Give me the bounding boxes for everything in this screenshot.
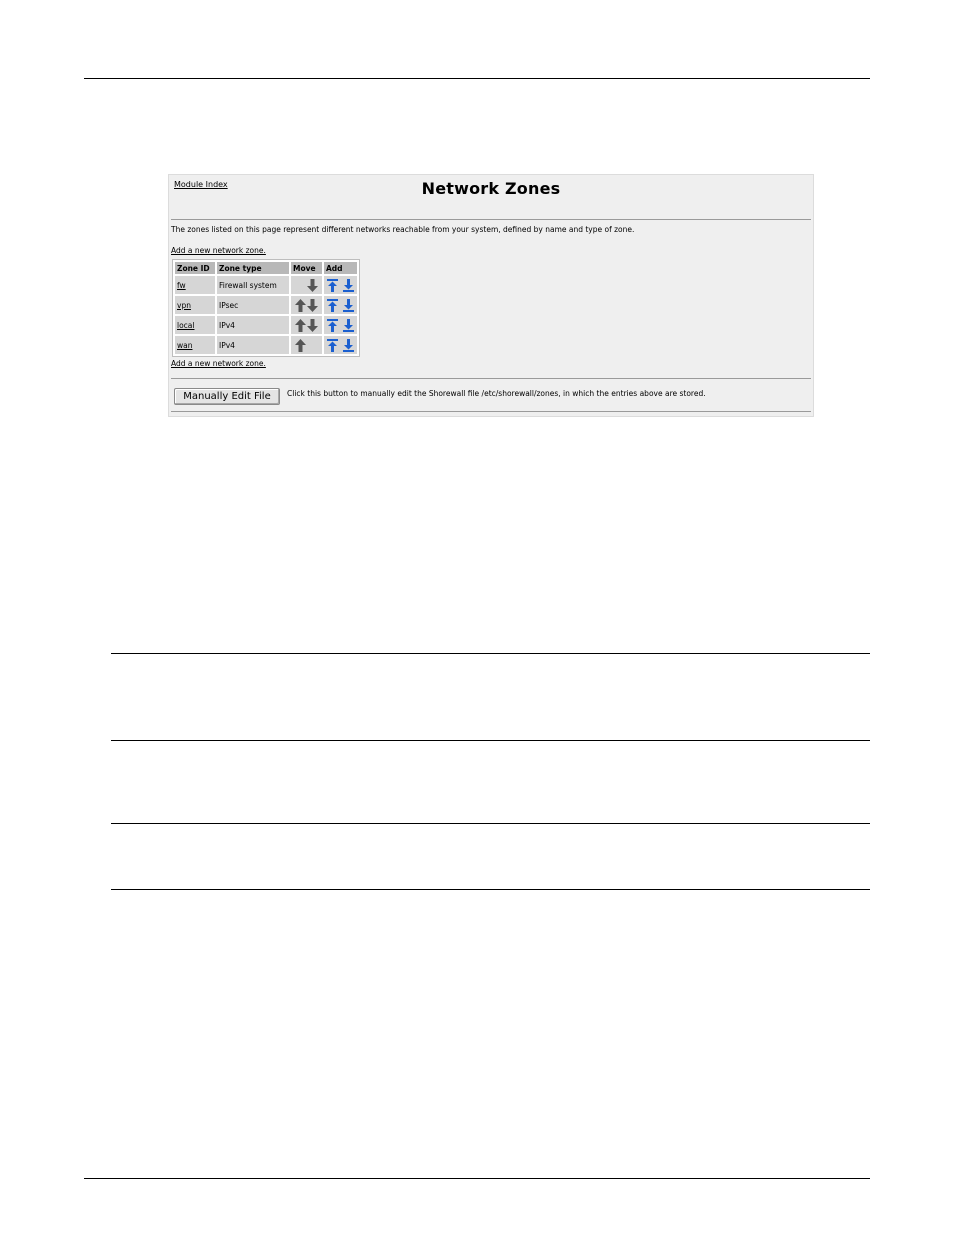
col-zone-type: Zone type [217,262,289,274]
zone-id-cell [175,316,215,334]
zone-id-cell [175,276,215,294]
section-rule-3 [111,823,870,824]
add-cell [324,336,357,354]
section-rule-1 [111,653,870,654]
empty-slot [295,279,306,292]
col-add: Add [324,262,357,274]
zone-type-cell: IPsec [217,296,289,314]
button-divider-bottom [171,411,811,412]
add-below-icon[interactable] [343,279,354,292]
zones-table [172,259,360,357]
section-rule-4 [111,889,870,890]
manual-edit-description: Click this button to manually edit the Shorewall file /etc/shorewall/zones, in which the entries above are stored. [287,389,706,398]
arrow-down-icon[interactable] [307,299,318,312]
footer-rule [84,1178,870,1179]
move-cell [291,296,322,314]
zone-id-link[interactable]: vpn [177,300,191,310]
page-title: Network Zones [421,179,561,198]
arrow-up-icon[interactable] [295,339,306,352]
move-cell [291,276,322,294]
arrow-up-icon[interactable] [295,299,306,312]
add-cell [324,316,357,334]
table-row [175,316,357,334]
table-row [175,296,357,314]
add-above-icon[interactable] [327,299,338,312]
add-cell [324,296,357,314]
zone-type-cell: IPv4 [217,316,289,334]
add-above-icon[interactable] [327,279,338,292]
empty-slot [307,339,318,352]
arrow-down-icon[interactable] [307,279,318,292]
col-move: Move [291,262,322,274]
button-divider-top [171,378,811,379]
add-below-icon[interactable] [343,339,354,352]
zone-id-link[interactable]: local [177,320,195,330]
arrow-down-icon[interactable] [307,319,318,332]
zone-id-cell [175,296,215,314]
zones-description: The zones listed on this page represent different networks reachable from your system, defined by name and type of zone. [171,225,635,234]
add-cell [324,276,357,294]
section-rule-2 [111,740,870,741]
network-zones-screenshot [168,174,814,417]
add-below-icon[interactable] [343,299,354,312]
add-zone-link-top[interactable]: Add a new network zone. [171,246,266,255]
zone-id-link[interactable]: wan [177,340,193,350]
table-row [175,336,357,354]
zone-type-cell: IPv4 [217,336,289,354]
add-zone-link-bottom[interactable]: Add a new network zone. [171,359,266,368]
zone-id-cell [175,336,215,354]
add-above-icon[interactable] [327,319,338,332]
add-below-icon[interactable] [343,319,354,332]
header-rule [84,78,870,79]
col-zone-id: Zone ID [175,262,215,274]
zone-type-cell: Firewall system [217,276,289,294]
module-index-link[interactable]: Module Index [174,180,228,189]
arrow-up-icon[interactable] [295,319,306,332]
move-cell [291,316,322,334]
zone-id-link[interactable]: fw [177,280,186,290]
table-header-row [175,262,357,274]
table-row [175,276,357,294]
move-cell [291,336,322,354]
manually-edit-file-button[interactable]: Manually Edit File [174,388,280,405]
title-divider [171,219,811,220]
add-above-icon[interactable] [327,339,338,352]
